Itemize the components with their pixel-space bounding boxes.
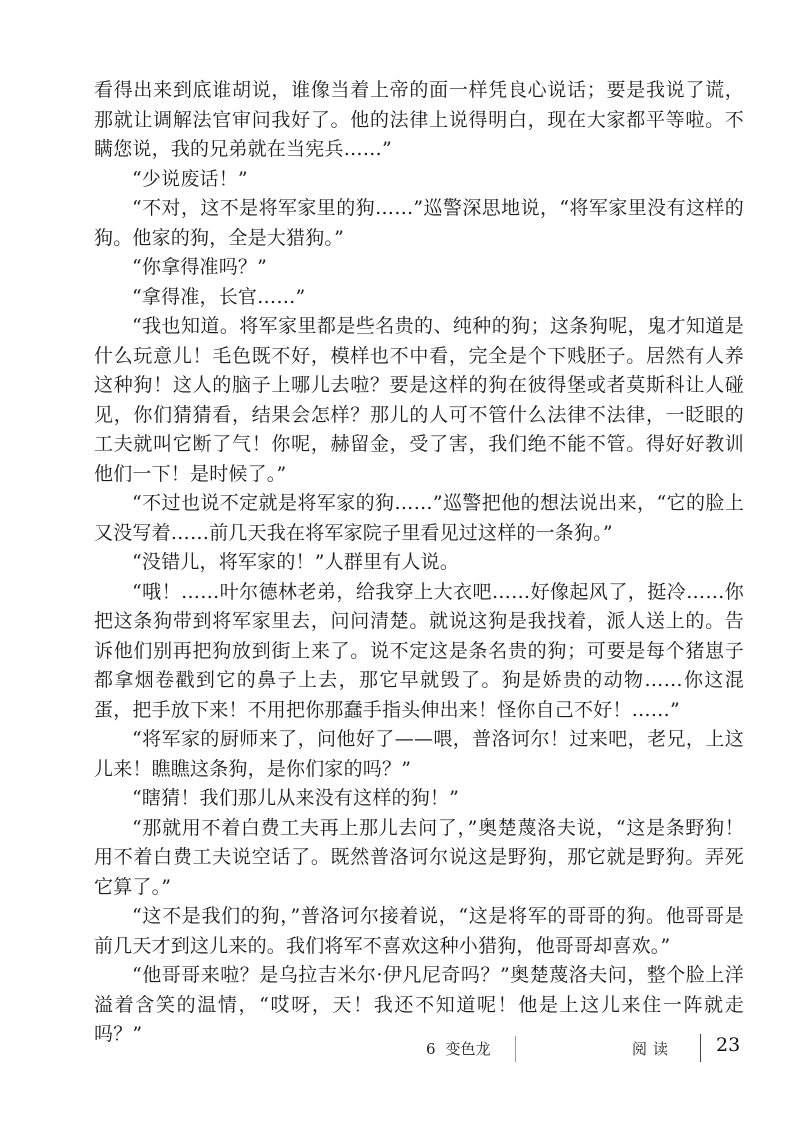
paragraph: “这不是我们的狗，”普洛诃尔接着说，“这是将军的哥哥的狗。他哥哥是前几天才到这儿来的。我们将军不喜欢这种小猎狗，他哥哥却喜欢。” xyxy=(94,905,744,957)
chapter-label xyxy=(426,1038,491,1059)
paragraph: “那就用不着白费工夫再上那儿去问了，”奥楚蔑洛夫说，“这是条野狗！用不着白费工夫说空话了。既然普洛诃尔说这是野狗，那它就是野狗。弄死它算了。” xyxy=(94,816,744,898)
paragraph: “将军家的厨师来了，问他好了——喂，普洛诃尔！过来吧，老兄，上这儿来！瞧瞧这条狗，是你们家的吗？” xyxy=(94,728,744,780)
page-number: 23 xyxy=(716,1034,741,1056)
paragraph: 看得出来到底谁胡说，谁像当着上帝的面一样凭良心说话；要是我说了谎，那就让调解法官审问我好了。他的法律上说得明白，现在大家都平等啦。不瞒您说，我的兄弟就在当宪兵……” xyxy=(94,79,744,160)
chapter-number: 6 xyxy=(426,1040,436,1058)
chapter-title: 变色龙 xyxy=(445,1040,491,1058)
paragraph: “你拿得准吗？” xyxy=(132,256,268,278)
paragraph: “瞎猜！我们那儿从来没有这样的狗！” xyxy=(132,787,460,809)
paragraph: “少说废话！” xyxy=(132,167,248,190)
page-footer xyxy=(0,1030,800,1070)
paragraph: “哦！……叶尔德林老弟，给我穿上大衣吧……好像起风了，挺冷……你把这条狗带到将军家里去，问问清楚。就说这狗是我找着，派人送上的。告诉他们别再把狗放到街上来了。说不定这是条名贵的狗；可要是每个猪崽子都拿烟卷戳到它的鼻子上去，那它早就毁了。狗是娇贵的动物……你这混蛋，把手放下来！不用把你那蠢手指头伸出来！怪你自己不好！……” xyxy=(94,580,744,721)
footer-divider xyxy=(515,1036,516,1062)
paragraph: “我也知道。将军家里都是些名贵的、纯种的狗；这条狗呢，鬼才知道是什么玩意儿！毛色既不好，模样也不中看，完全是个下贱胚子。居然有人养这种狗！这人的脑子上哪儿去啦？要是这样的狗在彼得堡或者莫斯科让人碰见，你们猜猜看，结果会怎样？那儿的人可不管什么法律不法律，一眨眼的工夫就叫它断了气！你呢，赫留金，受了害，我们绝不能不管。得好好教训他们一下！是时候了。” xyxy=(94,315,744,485)
paragraph: “拿得准，长官……” xyxy=(132,285,306,308)
section-label: 阅读 xyxy=(632,1040,675,1058)
paragraph: “他哥哥来啦？是乌拉吉米尔·伊凡尼奇吗？”奥楚蔑洛夫问，整个脸上洋溢着含笑的温情，“哎呀，天！我还不知道呢！他是上这儿来住一阵就走吗？” xyxy=(94,964,744,1045)
footer-divider xyxy=(700,1034,701,1062)
paragraph: “不对，这不是将军家里的狗……”巡警深思地说，“将军家里没有这样的狗。他家的狗，全是大猎狗。” xyxy=(94,197,744,249)
paragraph: “没错儿，将军家的！”人群里有人说。 xyxy=(132,551,460,573)
paragraph: “不过也说不定就是将军家的狗……”巡警把他的想法说出来，“它的脸上又没写着……前几天我在将军家院子里看见过这样的一条狗。” xyxy=(94,492,744,544)
story-text xyxy=(94,76,744,1050)
